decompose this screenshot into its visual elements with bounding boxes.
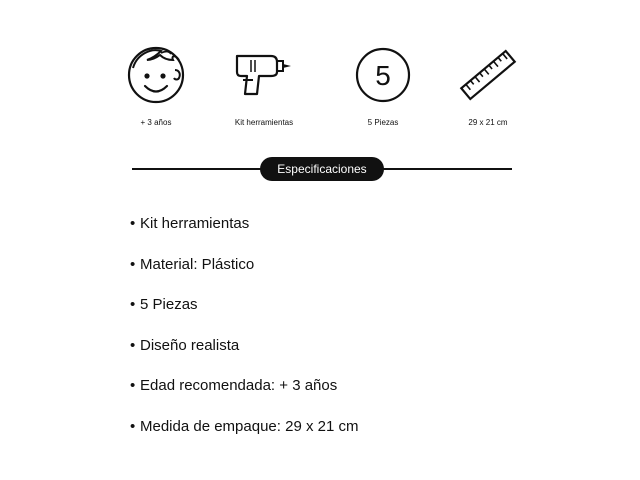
list-item (130, 415, 358, 456)
section-title: Especificaciones (260, 157, 384, 181)
feature-size-caption: 29 x 21 cm (468, 118, 508, 127)
spec-text: Material: Plástico (140, 255, 255, 273)
list-item (130, 334, 358, 375)
feature-pieces-caption: 5 Piezas (367, 118, 399, 127)
bullet: • (130, 255, 136, 273)
bullet: • (130, 377, 136, 395)
feature-size (428, 42, 548, 128)
feature-toolkit-caption: Kit herramientas (234, 118, 294, 127)
number-circle-value: 5 (375, 60, 391, 91)
feature-pieces (323, 42, 443, 128)
list-item (130, 293, 358, 334)
bullet: • (130, 296, 136, 314)
bullet: • (130, 417, 136, 435)
spec-text: Medida de empaque: 29 x 21 cm (140, 417, 359, 435)
feature-age-caption: + 3 años (140, 118, 172, 127)
spec-text: 5 Piezas (140, 296, 198, 314)
drill-icon (231, 42, 297, 108)
spec-list (130, 212, 358, 456)
list-item (130, 374, 358, 415)
bullet: • (130, 336, 136, 354)
list-item (130, 212, 358, 253)
feature-toolkit (204, 42, 324, 128)
list-item (130, 253, 358, 294)
feature-icons-row (0, 42, 640, 142)
spec-text: Diseño realista (140, 336, 240, 354)
feature-age (96, 42, 216, 128)
child-face-icon (123, 42, 189, 108)
bullet: • (130, 215, 136, 232)
spec-text: Kit herramientas (140, 215, 250, 232)
spec-text: Edad recomendada: + 3 años (140, 377, 338, 395)
ruler-icon (455, 42, 521, 108)
number-circle-icon (350, 42, 416, 108)
